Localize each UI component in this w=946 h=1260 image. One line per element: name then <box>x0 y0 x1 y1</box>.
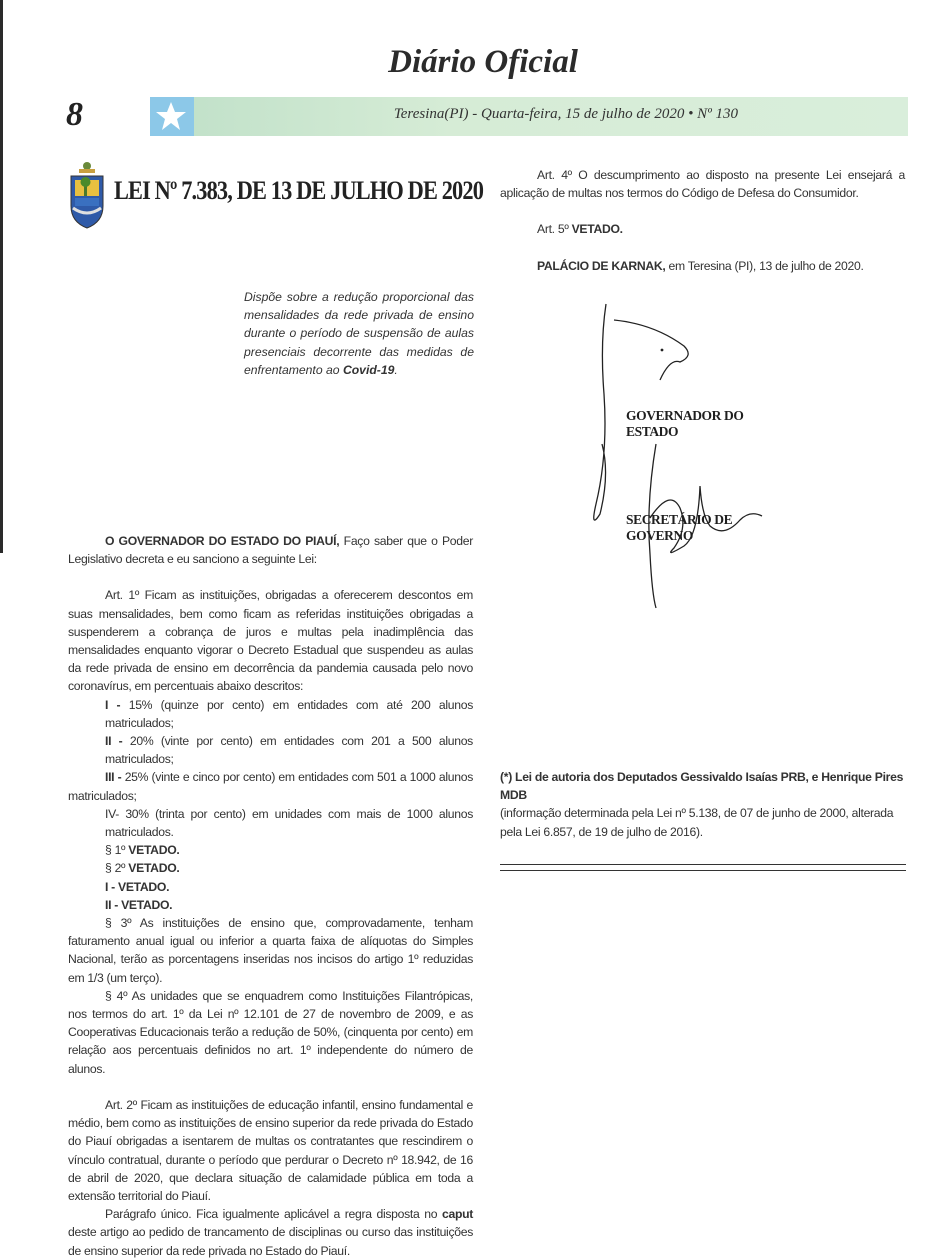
right-column <box>500 166 905 275</box>
palace-bold: PALÁCIO DE KARNAK, <box>537 258 666 273</box>
vetado-1-text: I - VETADO. <box>105 879 170 894</box>
sole-paragraph-b: deste artigo ao pedido de trancamento de disciplinas ou curso das instituições de ensino superior da rede privada no Estado do Piauí. <box>68 1225 473 1258</box>
authorship-bold: (*) Lei de autoria dos Deputados Gessivaldo Isaías PRB, e Henrique Pires MDB <box>500 770 904 803</box>
vetado-1 <box>68 878 473 896</box>
article-5-label: Art. 5º <box>537 222 572 237</box>
intro-bold: O GOVERNADOR DO ESTADO DO PIAUÍ, <box>105 534 340 548</box>
intro-paragraph <box>68 532 473 568</box>
inciso-4: IV- 30% (trinta por cento) em unidades com mais de 1000 alunos matriculados. <box>105 806 473 840</box>
authorship-text: (informação determinada pela Lei nº 5.138, de 07 de junho de 2000, alterada pela Lei 6.857, de 19 de julho de 2016). <box>500 806 894 839</box>
summary-end: . <box>394 362 398 377</box>
article-5 <box>500 220 905 238</box>
vetado-2-text: II - VETADO. <box>105 897 173 912</box>
paragraph-2-label: § 2º <box>105 861 126 876</box>
coat-of-arms-icon <box>66 160 108 237</box>
signature-secretary: SECRETÁRIO DE GOVERNO <box>626 512 733 543</box>
palace-line <box>500 257 905 275</box>
left-column <box>68 532 473 1260</box>
summary-bold: Covid-19 <box>342 362 395 377</box>
signature-governor: GOVERNADOR DO ESTADO <box>626 408 744 439</box>
inciso-1-text: 15% (quinze por cento) em entidades com até 200 alunos matriculados; <box>105 697 473 730</box>
sole-paragraph <box>68 1205 473 1260</box>
paragraph-1 <box>68 841 473 859</box>
signature-block <box>584 298 796 616</box>
vetado-2 <box>68 896 473 914</box>
sole-paragraph-a: Parágrafo único. Fica igualmente aplicável a regra disposta no <box>105 1207 442 1222</box>
end-rule-bottom <box>500 870 906 871</box>
authorship-note <box>500 768 906 841</box>
inciso-1-label: I - <box>105 697 121 712</box>
paragraph-2 <box>68 859 473 877</box>
inciso-3-label: III - <box>105 770 122 785</box>
paragraph-4: § 4º As unidades que se enquadrem como Instituições Filantrópicas, nos termos do art. 1º da Lei nº 12.101 de 27 de novembro de 2009, e as Cooperativas Educacionais terão a redução de 50%, (cinquenta por cento) em relação aos percentuais definidos no art. 1º independente do número de alunos. <box>68 988 473 1076</box>
paragraph-3: § 3º As instituições de ensino que, comprovadamente, tenham faturamento anual igual ou inferior a quarta faixa de alíquotas do Simples Nacional, terão as porcentagens inseridas nos incisos do artigo 1º reduzidas em 1/3 (um terço). <box>68 916 473 985</box>
palace-text: em Teresina (PI), 13 de julho de 2020. <box>665 258 864 273</box>
sole-paragraph-bold: caput <box>441 1207 473 1222</box>
inciso-2 <box>68 732 473 768</box>
intro-text: Faço saber que o Poder Legislativo decreta e eu sanciono a seguinte Lei: <box>68 534 473 567</box>
law-title: LEI Nº 7.383, DE 13 DE JULHO DE 2020 <box>114 176 484 205</box>
paragraph-2-text: VETADO. <box>125 861 180 876</box>
paragraph-1-label: § 1º <box>105 843 126 858</box>
article-4: Art. 4º O descumprimento ao disposto na presente Lei ensejará a aplicação de multas nos termos do Código de Defesa do Consumidor. <box>500 168 905 201</box>
inciso-3-text: 25% (vinte e cinco por cento) em entidades com 501 a 1000 alunos matriculados; <box>68 770 473 803</box>
article-5-text: VETADO. <box>571 222 623 237</box>
article-1: Art. 1º Ficam as instituições, obrigadas a oferecerem descontos em suas mensalidades, bem como ficam as referidas instituições obrigadas a suspenderem a cobrança de juros e multas pela inadimplência das mensalidades enquanto vigorar o Decreto Estadual que suspendeu as aulas da rede privada de ensino em decorrência da pandemia causada pelo novo coronavírus, em percentuais abaixo descritos: <box>68 588 473 694</box>
inciso-2-text: 20% (vinte por cento) em entidades com 201 a 500 alunos matriculados; <box>105 734 473 767</box>
page-number: 8 <box>66 96 83 133</box>
inciso-2-label: II - <box>105 734 123 749</box>
handwritten-signature <box>584 298 796 616</box>
page-edge-divider <box>0 0 3 553</box>
masthead-title: Diário Oficial <box>388 44 578 80</box>
inciso-1 <box>68 696 473 732</box>
paragraph-1-text: VETADO. <box>125 843 180 858</box>
inciso-3 <box>68 768 473 804</box>
dateline: Teresina(PI) - Quarta-feira, 15 de julho de 2020 • Nº 130 <box>393 106 738 122</box>
summary-text: Dispõe sobre a redução proporcional das mensalidades da rede privada de ensino durante o período de suspensão de aulas presenciais decorrente das medidas de enfrentamento ao <box>244 290 474 377</box>
dateline-band <box>150 97 908 136</box>
law-summary <box>244 288 474 379</box>
article-2: Art. 2º Ficam as instituições de educação infantil, ensino fundamental e médio, bem como as instituições de ensino superior da rede privada do Estado do Piauí obrigadas a isentarem de multas os contratantes que rescindirem o vínculo contratual, durante o período que perdurar o Decreto nº 18.942, de 16 de abril de 2020, que declara situação de calamidade pública em toda a extensão territorial do Piauí. <box>68 1097 473 1203</box>
end-rule-top <box>500 864 906 865</box>
